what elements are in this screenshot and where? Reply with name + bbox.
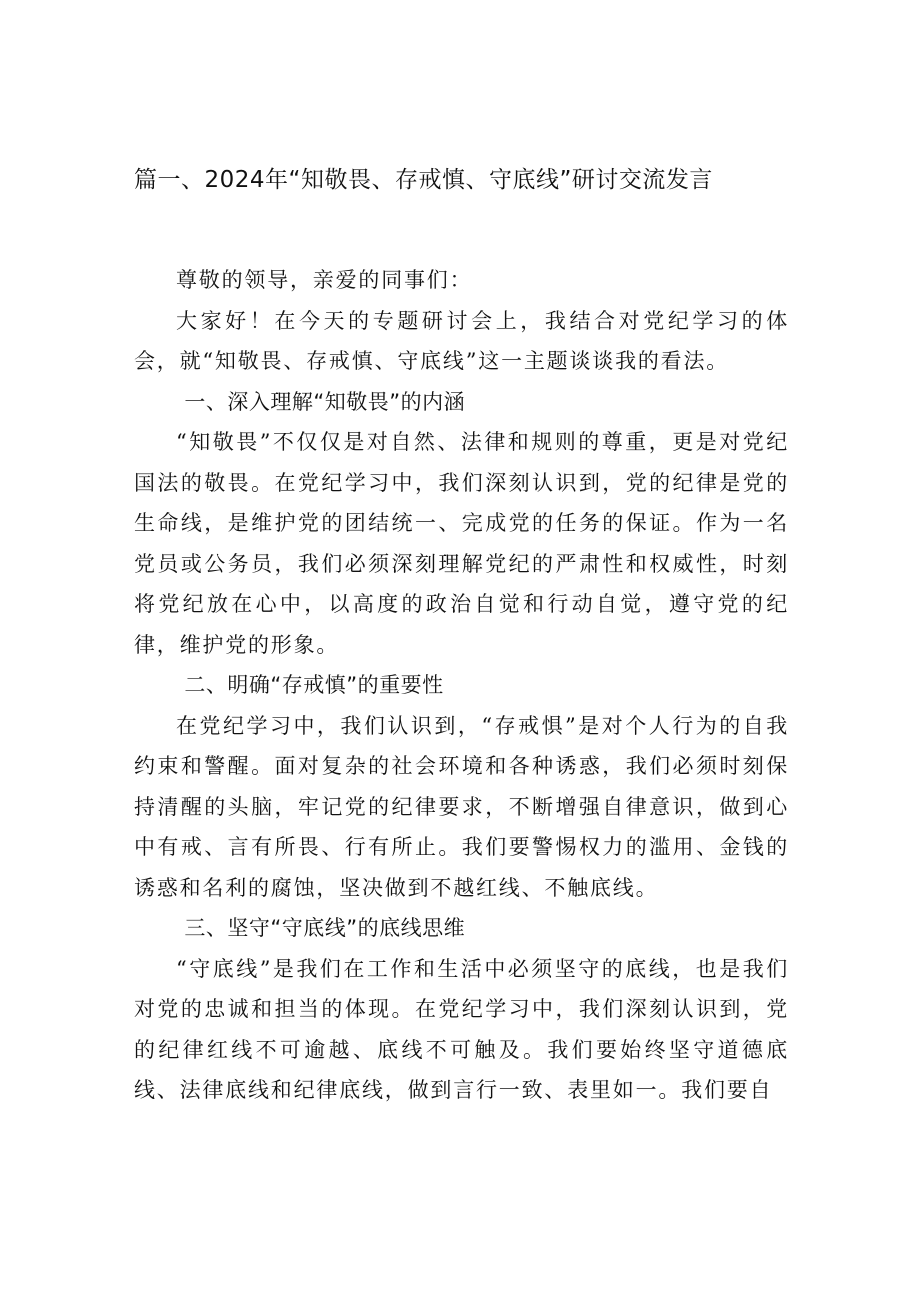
section-heading-3: 三、坚守“守底线”的底线思维: [184, 916, 466, 940]
document-body: [134, 260, 789, 1111]
greeting-paragraph: 尊敬的领导，亲爱的同事们：: [176, 268, 473, 292]
document-title: 篇一、2024年“知敬畏、存戒慎、守底线”研讨交流发言: [134, 167, 713, 193]
section-paragraph-1: “知敬畏”不仅仅是对自然、法律和规则的尊重，更是对党纪国法的敬畏。在党纪学习中，我们深刻认识到，党的纪律是党的生命线，是维护党的团结统一、完成党的任务的保证。作为一名党员或公务员，我们必须深刻理解党纪的严肃性和权威性，时刻将党纪放在心中，以高度的政治自觉和行动自觉，遵守党的纪律，维护党的形象。: [134, 430, 789, 657]
section-heading-2: 二、明确“存戒慎”的重要性: [184, 673, 444, 697]
section-paragraph-2: 在党纪学习中，我们认识到，“存戒惧”是对个人行为的自我约束和警醒。面对复杂的社会环境和各种诱惑，我们必须时刻保持清醒的头脑，牢记党的纪律要求，不断增强自律意识，做到心中有戒、言有所畏、行有所止。我们要警惕权力的滥用、金钱的诱惑和名利的腐蚀，坚决做到不越红线、不触底线。: [134, 713, 789, 900]
section-paragraph-3: “守底线”是我们在工作和生活中必须坚守的底线，也是我们对党的忠诚和担当的体现。在党纪学习中，我们深刻认识到，党的纪律红线不可逾越、底线不可触及。我们要始终坚守道德底线、法律底线和纪律底线，做到言行一致、表里如一。我们要自: [134, 956, 789, 1102]
section-heading-1: 一、深入理解“知敬畏”的内涵: [184, 389, 466, 414]
intro-paragraph: 大家好！在今天的专题研讨会上，我结合对党纪学习的体会，就“知敬畏、存戒慎、守底线”这一主题谈谈我的看法。: [134, 308, 789, 373]
